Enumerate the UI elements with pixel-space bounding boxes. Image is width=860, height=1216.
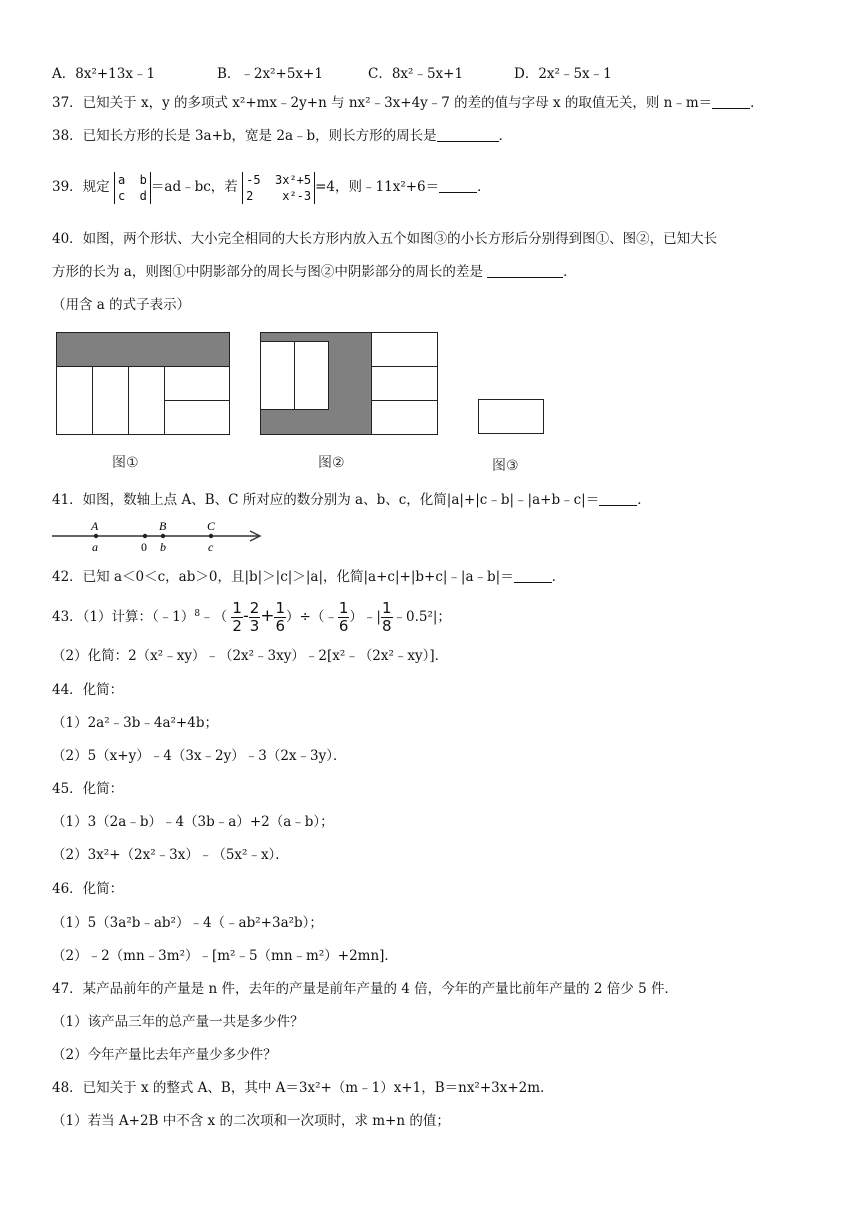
option-d: D．2x²﹣5x﹣1 — [514, 66, 612, 82]
question-48: 48．已知关于 x 的整式 A、B，其中 A＝3x²+（m﹣1）x+1，B＝nx²+3x+2m． — [52, 1080, 554, 1096]
point-b-value: b — [160, 540, 166, 554]
answer-blank[interactable] — [712, 96, 750, 109]
determinant-definition: a b c d — [114, 172, 151, 204]
figure-3-label: 图③ — [492, 457, 519, 473]
answer-blank[interactable] — [439, 180, 477, 193]
answer-blank[interactable] — [437, 129, 499, 142]
option-b: B．﹣2x²+5x+1 — [217, 66, 323, 82]
option-a: A．8x²+13x﹣1 — [52, 66, 156, 82]
question-45-part1: （1）3（2a﹣b）﹣4（3b﹣a）+2（a﹣b）； — [52, 814, 334, 830]
question-47: 47．某产品前年的产量是 n 件，去年的产量是前年产量的 4 倍，今年的产量比前年产量的 2 倍少 5 件． — [52, 981, 678, 997]
question-43-part2: （2）化简：2（x²﹣xy）﹣（2x²﹣3xy）﹣2[x²﹣（2x²﹣xy）]． — [52, 648, 449, 664]
question-42: 42．已知 a＜0＜c，ab＞0，且|b|＞|c|＞|a|，化简|a+c|+|b+c|﹣|a﹣b|＝ ． — [52, 569, 566, 585]
question-40-line2: 方形的长为 a，则图①中阴影部分的周长与图②中阴影部分的周长的差是 ． — [52, 264, 577, 280]
origin-label: 0 — [141, 540, 147, 554]
question-41: 41．如图，数轴上点 A、B、C 所对应的数分别为 a、b、c，化简|a|+|c﹣b|﹣|a+b﹣c|＝ ． — [52, 492, 651, 508]
determinant-given: -5 3x²+5 2 x²-3 — [242, 172, 315, 204]
number-line — [50, 518, 270, 558]
question-44-part2: （2）5（x+y）﹣4（3x﹣2y）﹣3（2x﹣3y）． — [52, 748, 347, 764]
question-48-part1: （1）若当 A+2B 中不含 x 的二次项和一次项时，求 m+n 的值； — [52, 1113, 450, 1129]
question-44-part1: （1）2a²﹣3b﹣4a²+4b； — [52, 715, 218, 731]
point-a-value: a — [92, 540, 98, 554]
question-44: 44．化简： — [52, 682, 124, 698]
question-46-part2: （2）﹣2（mn﹣3m²）﹣[m²﹣5（mn﹣m²）+2mn]． — [52, 948, 398, 964]
point-c-value: c — [208, 540, 214, 554]
point-C-label: C — [207, 519, 216, 533]
answer-blank[interactable] — [514, 570, 552, 583]
question-40-note: （用含 a 的式子表示） — [52, 297, 191, 313]
question-43-part1: 43．（1）计算：（﹣1）$^8$﹣（ $\frac{1}{2}$ - $\frac{2}{3}$ + $\frac{1}{6}$ ）÷（﹣ $\frac{1}{6}$ ）﹣| $\frac{1}{8}$ ﹣0.5²|； — [52, 599, 451, 635]
question-46: 46．化简： — [52, 881, 124, 897]
figure-1-label: 图① — [112, 454, 139, 470]
question-38: 38．已知长方形的长是 3a+b，宽是 2a﹣b，则长方形的周长是 ． — [52, 128, 513, 144]
question-37: 37．已知关于 x，y 的多项式 x²+mx﹣2y+n 与 nx²﹣3x+4y﹣7 的差的值与字母 x 的取值无关，则 n﹣m＝ ． — [52, 95, 764, 111]
question-39: 39．规定 a b c d ＝ad﹣bc，若 -5 3x²+5 2 x²-3 =4，则﹣11x²+6＝ ． — [52, 172, 491, 203]
question-40-line1: 40．如图，两个形状、大小完全相同的大长方形内放入五个如图③的小长方形后分别得到图①、图②，已知大长 — [52, 231, 718, 247]
question-47-part1: （1）该产品三年的总产量一共是多少件？ — [52, 1014, 304, 1030]
figure-2-label: 图② — [318, 454, 345, 470]
point-B-label: B — [159, 519, 167, 533]
question-46-part1: （1）5（3a²b﹣ab²）﹣4（﹣ab²+3a²b）； — [52, 915, 323, 931]
question-47-part2: （2）今年产量比去年产量少多少件？ — [52, 1047, 277, 1063]
option-c: C．8x²﹣5x+1 — [368, 66, 464, 82]
answer-blank[interactable] — [599, 493, 637, 506]
point-A-label: A — [91, 519, 99, 533]
question-45: 45．化简： — [52, 781, 124, 797]
answer-blank[interactable] — [487, 265, 563, 278]
question-45-part2: （2）3x²+（2x²﹣3x）﹣（5x²﹣x）． — [52, 847, 289, 863]
